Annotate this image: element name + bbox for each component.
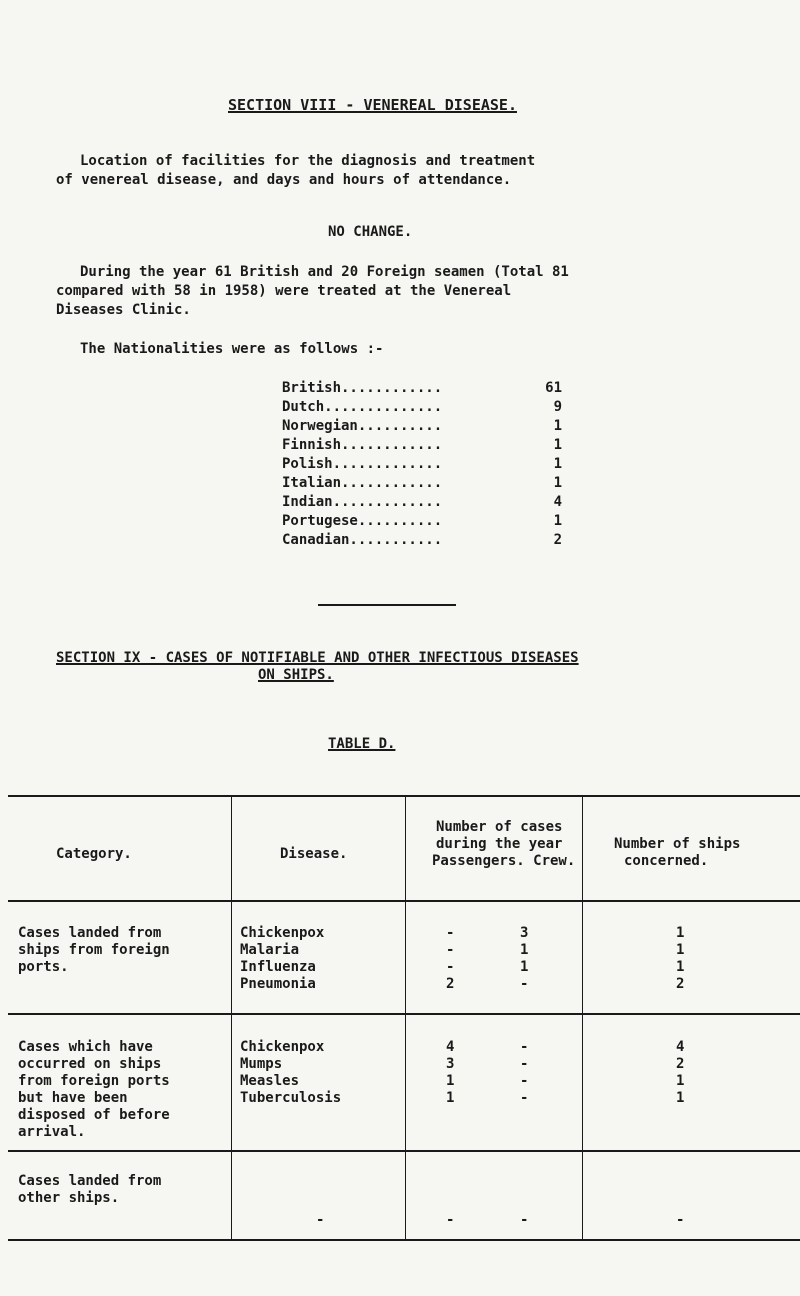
header-disease: Disease.: [280, 846, 348, 862]
ships-cell: 1: [676, 1090, 685, 1106]
header-cases-line-2: during the year: [436, 836, 563, 852]
nationality-name: Norwegian..........: [282, 418, 443, 434]
nationalities-intro: The Nationalities were as follows :-: [80, 341, 384, 357]
no-change-text: NO CHANGE.: [328, 224, 413, 240]
header-category: Category.: [56, 846, 132, 862]
table-rule: [8, 1239, 800, 1241]
nationality-count: 9: [553, 399, 562, 415]
crew-cell: 1: [520, 942, 529, 958]
header-cases-line-3: Passengers. Crew.: [432, 853, 576, 869]
passengers-cell: -: [446, 942, 455, 958]
crew-cell: 1: [520, 959, 529, 975]
passengers-cell: 2: [446, 976, 455, 992]
section-8-intro-line-2: of venereal disease, and days and hours of attendance.: [56, 172, 512, 188]
nationality-name: Dutch..............: [282, 399, 443, 415]
nationality-row: [282, 380, 562, 398]
section-8-heading: SECTION VIII - VENEREAL DISEASE.: [228, 96, 517, 114]
passengers-cell: -: [446, 925, 455, 941]
venereal-paragraph-line-1: During the year 61 British and 20 Foreign seamen (Total 81: [80, 264, 569, 280]
nationality-name: Italian............: [282, 475, 443, 491]
section-9-heading-line-2: ON SHIPS.: [258, 667, 334, 683]
nationality-count: 1: [553, 437, 562, 453]
header-ships-line-1: Number of ships: [614, 836, 741, 852]
nationality-count: 2: [553, 532, 562, 548]
category-line: Cases landed from: [18, 1173, 162, 1189]
nationality-name: Polish.............: [282, 456, 443, 472]
table-rule: [8, 1150, 800, 1152]
nationality-name: Indian.............: [282, 494, 443, 510]
ships-cell: 1: [676, 925, 685, 941]
nationality-name: Canadian...........: [282, 532, 443, 548]
category-line: disposed of before: [18, 1107, 170, 1123]
passengers-cell: 3: [446, 1056, 455, 1072]
table-rule: [8, 900, 800, 902]
ships-cell: 1: [676, 942, 685, 958]
table-column-divider: [405, 795, 406, 1241]
nationality-name: British............: [282, 380, 443, 396]
category-line: Cases landed from: [18, 925, 162, 941]
section-divider: [318, 604, 456, 606]
category-line: other ships.: [18, 1190, 120, 1206]
header-cases-line-1: Number of cases: [436, 819, 563, 835]
nationality-count: 61: [545, 380, 562, 396]
crew-cell: 3: [520, 925, 529, 941]
nationality-count: 1: [553, 475, 562, 491]
header-ships-line-2: concerned.: [624, 853, 709, 869]
category-line: from foreign ports: [18, 1073, 170, 1089]
crew-cell: -: [520, 1056, 529, 1072]
ships-cell: 4: [676, 1039, 685, 1055]
disease-cell: Measles: [240, 1073, 300, 1089]
passengers-cell: -: [446, 1212, 455, 1228]
venereal-paragraph-line-2: compared with 58 in 1958) were treated at the Venereal: [56, 283, 512, 299]
nationality-count: 1: [553, 513, 562, 529]
category-line: ships from foreign: [18, 942, 170, 958]
disease-cell: Chickenpox: [240, 925, 325, 941]
table-rule: [8, 795, 800, 797]
disease-cell: Malaria: [240, 942, 300, 958]
passengers-cell: 1: [446, 1073, 455, 1089]
disease-cell: Chickenpox: [240, 1039, 325, 1055]
disease-cell: Pneumonia: [240, 976, 316, 992]
table-title: TABLE D.: [328, 736, 396, 752]
section-9-heading-line-1: SECTION IX - CASES OF NOTIFIABLE AND OTHER INFECTIOUS DISEASES: [56, 650, 579, 666]
disease-cell: Tuberculosis: [240, 1090, 342, 1106]
nationality-row: [282, 418, 562, 436]
crew-cell: -: [520, 1039, 529, 1055]
passengers-cell: 1: [446, 1090, 455, 1106]
crew-cell: -: [520, 1090, 529, 1106]
nationality-count: 1: [553, 456, 562, 472]
ships-cell: 1: [676, 959, 685, 975]
category-line: Cases which have: [18, 1039, 153, 1055]
nationality-row: [282, 475, 562, 493]
ships-cell: 2: [676, 1056, 685, 1072]
nationality-name: Finnish............: [282, 437, 443, 453]
nationality-name: Portugese..........: [282, 513, 443, 529]
category-line: ports.: [18, 959, 69, 975]
table-column-divider: [231, 795, 232, 1241]
nationality-count: 1: [553, 418, 562, 434]
passengers-cell: -: [446, 959, 455, 975]
nationality-row: [282, 494, 562, 512]
ships-cell: 1: [676, 1073, 685, 1089]
category-line: but have been: [18, 1090, 128, 1106]
table-rule: [8, 1013, 800, 1015]
ships-cell: -: [676, 1212, 685, 1228]
crew-cell: -: [520, 976, 529, 992]
nationality-count: 4: [553, 494, 562, 510]
crew-cell: -: [520, 1073, 529, 1089]
nationality-row: [282, 456, 562, 474]
nationality-row: [282, 532, 562, 550]
ships-cell: 2: [676, 976, 685, 992]
section-8-intro-line-1: Location of facilities for the diagnosis and treatment: [80, 153, 536, 169]
table-column-divider: [582, 795, 583, 1241]
nationality-row: [282, 437, 562, 455]
disease-cell: Mumps: [240, 1056, 283, 1072]
nationality-row: [282, 513, 562, 531]
category-line: occurred on ships: [18, 1056, 162, 1072]
passengers-cell: 4: [446, 1039, 455, 1055]
venereal-paragraph-line-3: Diseases Clinic.: [56, 302, 191, 318]
nationality-row: [282, 399, 562, 417]
disease-cell: Influenza: [240, 959, 316, 975]
category-line: arrival.: [18, 1124, 86, 1140]
crew-cell: -: [520, 1212, 529, 1228]
disease-cell: -: [316, 1212, 325, 1228]
